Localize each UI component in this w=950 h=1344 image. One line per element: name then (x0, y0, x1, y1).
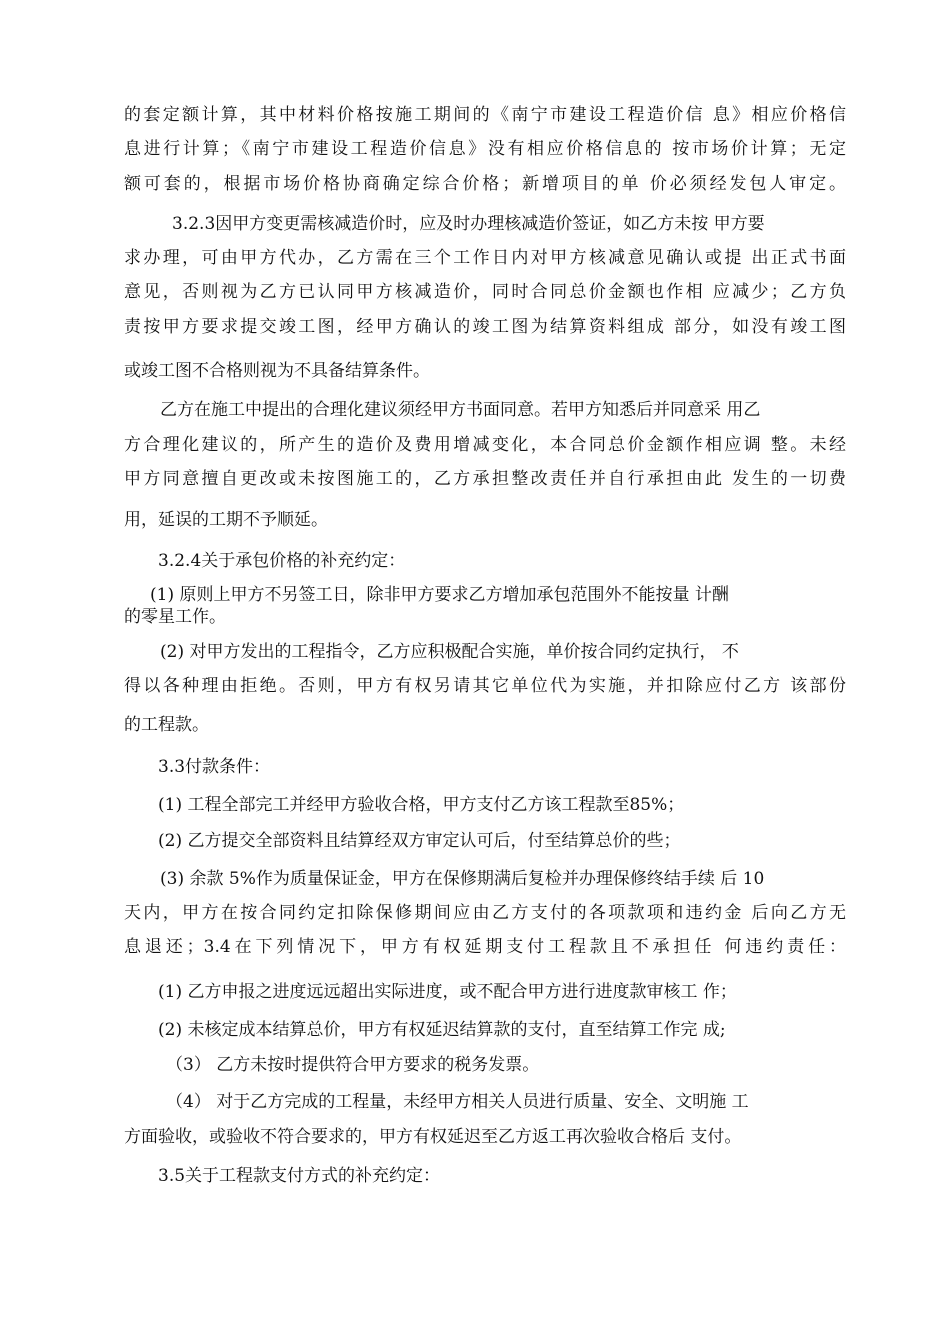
text-line: (2) 未核定成本结算总价，甲方有权延迟结算款的支付，直至结算工作完 成; (158, 1020, 726, 1040)
text-line: (1) 工程全部完工并经甲方验收合格，甲方支付乙方该工程款至85%； (158, 795, 685, 815)
text-line: 3.3付款条件： (158, 757, 271, 777)
text-line: 责按甲方要求提交竣工图，经甲方确认的竣工图为结算资料组成 部分，如没有竣工图 (124, 317, 846, 337)
text-line: 的套定额计算，其中材料价格按施工期间的《南宁市建设工程造价信 息》相应价格信 (124, 105, 846, 125)
text-line: 息退还；3.4在下列情况下，甲方有权延期支付工程款且不承担任 何违约责任： (124, 937, 846, 957)
text-line: 乙方在施工中提出的合理化建议须经甲方书面同意。若甲方知悉后并同意采 用乙 (160, 400, 761, 420)
text-line: 方合理化建议的，所产生的造价及费用增减变化，本合同总价金额作相应调 整。未经 (124, 435, 846, 455)
text-line: (2) 对甲方发出的工程指令，乙方应积极配合实施，单价按合同约定执行， 不 (160, 642, 739, 662)
text-line: （4） 对于乙方完成的工程量，未经甲方相关人员进行质量、安全、文明施 工 (166, 1092, 749, 1112)
text-line: 3.2.4关于承包价格的补充约定： (158, 551, 406, 571)
text-line: 意见，否则视为乙方已认同甲方核减造价，同时合同总价金额也作相 应减少；乙方负 (124, 282, 846, 302)
text-line: (3) 余款 5%作为质量保证金，甲方在保修期满后复检并办理保修终结手续 后 10 (160, 869, 765, 889)
text-line: (2) 乙方提交全部资料且结算经双方审定认可后，付至结算总价的些； (158, 831, 681, 851)
text-line: 息进行计算；《南宁市建设工程造价信息》没有相应价格信息的 按市场价计算；无定 (124, 139, 846, 159)
text-line: 用，延误的工期不予顺延。 (124, 510, 328, 530)
text-line: 得以各种理由拒绝。否则，甲方有权另请其它单位代为实施，并扣除应付乙方 该部份 (124, 676, 846, 696)
text-line: 或竣工图不合格则视为不具备结算条件。 (124, 361, 430, 381)
text-line: 3.5关于工程款支付方式的补充约定： (158, 1166, 441, 1186)
text-line: 的零星工作。 (124, 607, 226, 627)
text-line: 方面验收，或验收不符合要求的，甲方有权延迟至乙方返工再次验收合格后 支付。 (124, 1127, 742, 1147)
text-line: 的工程款。 (124, 715, 209, 735)
text-line: （3） 乙方未按时提供符合甲方要求的税务发票。 (166, 1055, 540, 1075)
text-line: 3.2.3因甲方变更需核减造价时，应及时办理核减造价签证，如乙方未按 甲方要 (172, 214, 765, 234)
text-line: 天内，甲方在按合同约定扣除保修期间应由乙方支付的各项款项和违约金 后向乙方无 (124, 903, 846, 923)
text-line: (1) 原则上甲方不另签工日，除非甲方要求乙方增加承包范围外不能按量 计酬 (150, 585, 729, 605)
text-line: (1) 乙方申报之进度远远超出实际进度，或不配合甲方进行进度款审核工 作； (158, 982, 737, 1002)
text-line: 求办理，可由甲方代办，乙方需在三个工作日内对甲方核减意见确认或提 出正式书面 (124, 248, 846, 268)
text-line: 额可套的，根据市场价格协商确定综合价格；新增项目的单 价必须经发包人审定。 (124, 174, 846, 194)
text-line: 甲方同意擅自更改或未按图施工的，乙方承担整改责任并自行承担由此 发生的一切费 (124, 469, 846, 489)
